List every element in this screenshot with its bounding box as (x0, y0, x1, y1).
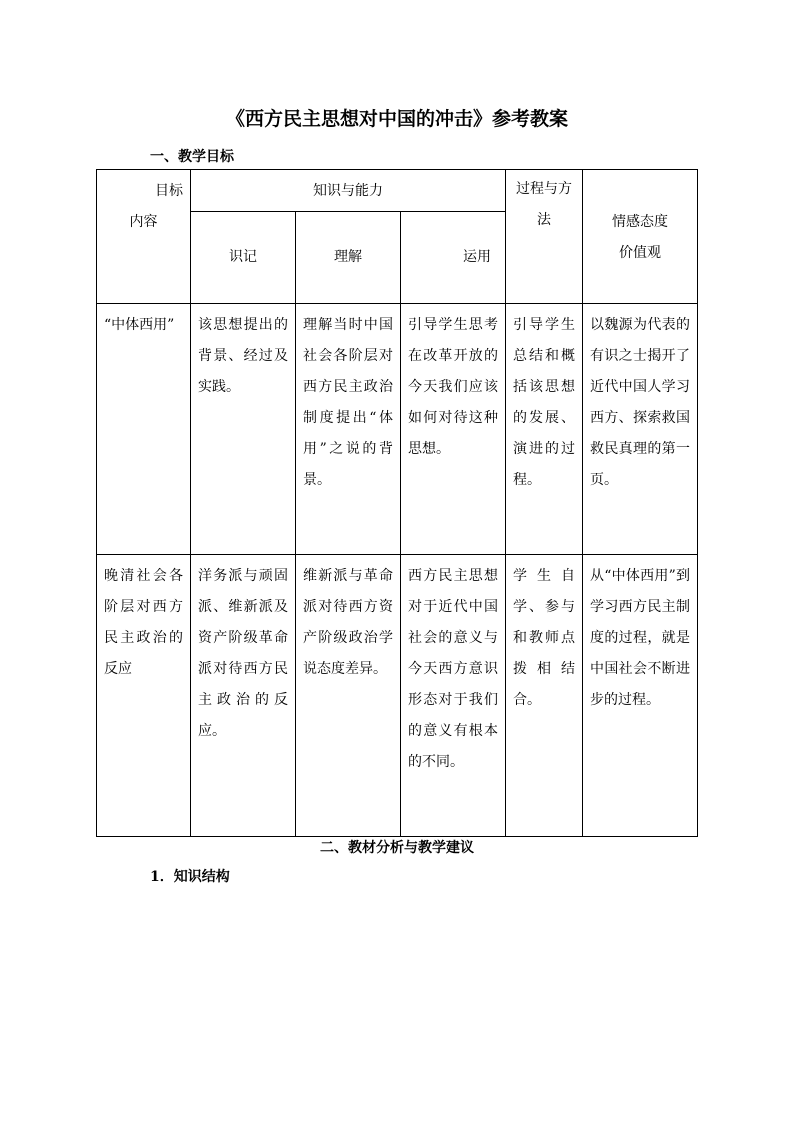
header-corner-target: 目标 (155, 183, 183, 199)
header-knowledge: 知识与能力 (191, 170, 506, 212)
page-title: 《西方民主思想对中国的冲击》参考教案 (225, 108, 568, 130)
row1-emotion: 以魏源为代表的有识之士揭开了近代中国人学习西方、探索救国救民真理的第一页。 (583, 304, 698, 555)
subheading-knowledge-structure: 1．知识结构 (150, 869, 230, 885)
header-process: 过程与方法 (506, 170, 583, 304)
section-heading-analysis: 二、教材分析与教学建议 (320, 840, 474, 856)
row1-process: 引导学生总结和概括该思想的发展、演进的过程。 (506, 304, 583, 555)
header-emotion-line1: 情感态度 (612, 214, 669, 230)
table-row (97, 304, 698, 555)
header-recall: 识记 (191, 212, 296, 304)
objectives-table (96, 169, 698, 837)
row2-recall: 洋务派与顽固派、维新派及资产阶级革命派对待西方民主政治的反应。 (191, 555, 296, 837)
row2-emotion: 从“中体西用”到学习西方民主制度的过程，就是中国社会不断进步的过程。 (583, 555, 698, 837)
row2-understand: 维新派与革命派对待西方资产阶级政治学说态度差异。 (296, 555, 401, 837)
table-row (97, 555, 698, 837)
row2-apply: 西方民主思想对于近代中国社会的意义与今天西方意识形态对于我们的意义有根本的不同。 (401, 555, 506, 837)
header-emotion-line2: 价值观 (619, 245, 662, 261)
row1-content: “中体西用” (97, 304, 191, 555)
row2-content: 晚清社会各阶层对西方民主政治的反应 (97, 555, 191, 837)
header-corner-content: 内容 (129, 214, 158, 230)
row1-apply: 引导学生思考在改革开放的今天我们应该如何对待这种思想。 (401, 304, 506, 555)
row1-recall: 该思想提出的背景、经过及实践。 (191, 304, 296, 555)
row1-understand: 理解当时中国社会各阶层对西方民主政治制度提出“体用”之说的背景。 (296, 304, 401, 555)
row2-process: 学生自学、参与和教师点拨相结合。 (506, 555, 583, 837)
table-header-row (97, 170, 698, 212)
header-understand: 理解 (296, 212, 401, 304)
header-emotion (583, 170, 698, 304)
section-heading-objectives: 一、教学目标 (150, 149, 234, 165)
header-corner-cell (97, 170, 191, 304)
header-apply: 运用 (401, 212, 506, 304)
